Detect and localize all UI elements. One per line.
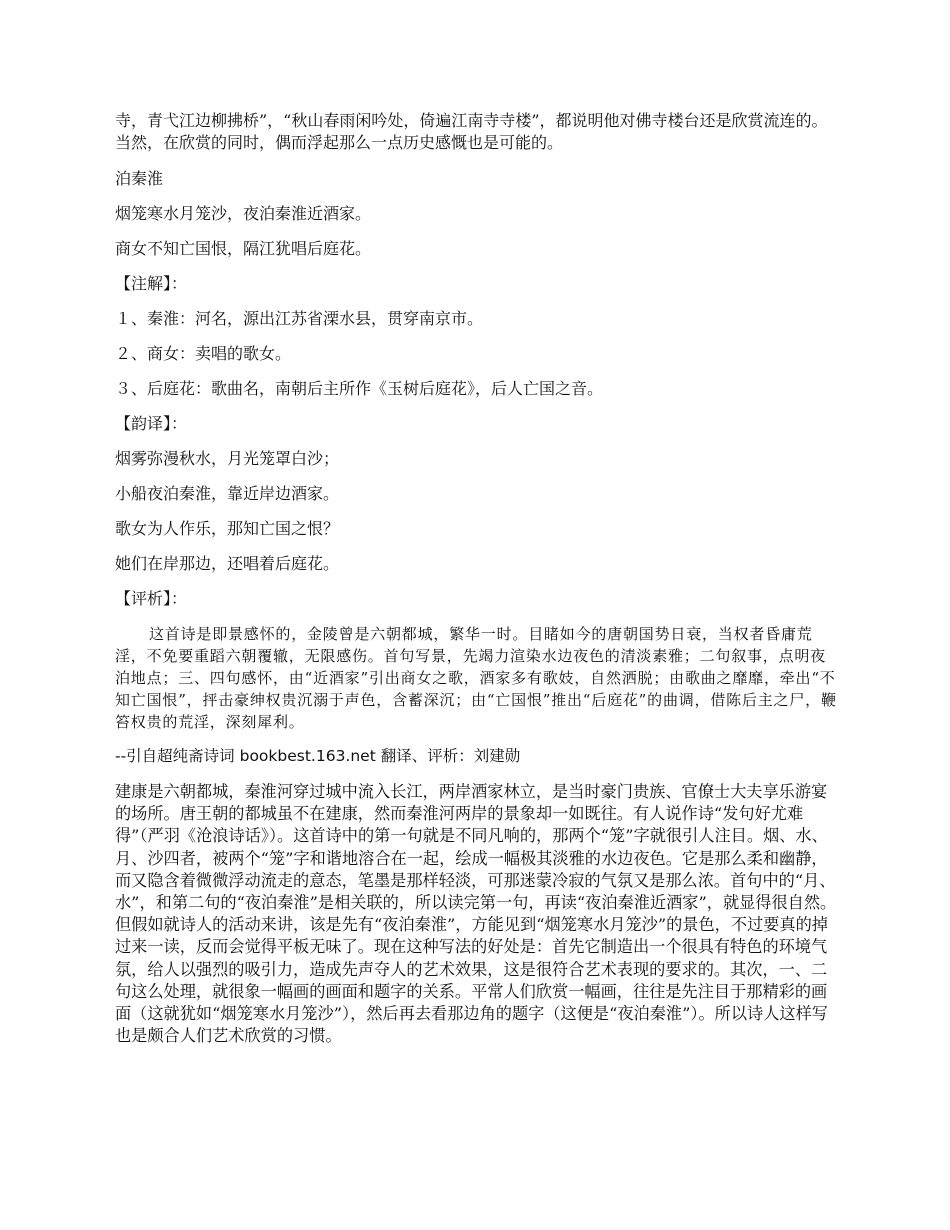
- translation-heading: 【韵译】：: [115, 414, 188, 433]
- source-attribution: --引自超纯斋诗词 bookbest.163.net 翻译、评析：刘建勋: [115, 747, 521, 765]
- translation-line-4: 她们在岸那边，还唱着后庭花。: [115, 554, 340, 573]
- document-page: [115, 110, 840, 1061]
- essay-paragraph: 建康是六朝都城，秦淮河穿过城中流入长江，两岸酒家林立，是当时豪门贵族、官僚士大夫享乐游宴的场所。唐王朝的都城虽不在建康，然而秦淮河两岸的景象却一如既往。有人说作诗“发句好尤难得”（严羽《沧浪诗话》）。这首诗中的第一句就是不同凡响的，那两个“笼”字就很引人注目。烟、水、月、沙四者，被两个“笼”字和谐地溶合在一起，绘成一幅极其淡雅的水边夜色。它是那么柔和幽静，而又隐含着微微浮动流走的意态，笔墨是那样轻淡，可那迷蒙冷寂的气氛又是那么浓。首句中的“月、水”，和第二句的“夜泊秦淮”是相关联的，所以读完第一句，再读“夜泊秦淮近酒家”，就显得很自然。但假如就诗人的活动来讲，该是先有“夜泊秦淮”，方能见到“烟笼寒水月笼沙”的景色，不过要真的掉过来一读，反而会觉得平板无味了。现在这种写法的好处是：首先它制造出一个很具有特色的环境气氛，给人以强烈的吸引力，造成先声夺人的艺术效果，这是很符合艺术表现的要求的。其次，一、二句这么处理，就很象一幅画的画面和题字的关系。平常人们欣赏一幅画，往往是先注目于那精彩的画面（这就犹如“烟笼寒水月笼沙”），然后再去看那边角的题字（这便是“夜泊秦淮”）。所以诗人这样写也是颇合人们艺术欣赏的习惯。: [115, 782, 837, 1046]
- poem-title: 泊秦淮: [115, 169, 164, 188]
- translation-line-2: 小船夜泊秦淮，靠近岸边酒家。: [115, 484, 340, 503]
- note-2: ２、商女：卖唱的歌女。: [115, 344, 292, 363]
- commentary-paragraph: 这首诗是即景感怀的，金陵曾是六朝都城，繁华一时。目睹如今的唐朝国势日衰，当权者昏庸荒淫，不免要重蹈六朝覆辙，无限感伤。首句写景，先竭力渲染水边夜色的清淡素雅；二句叙事，点明夜泊地点；三、四句感怀，由“近酒家”引出商女之歌，酒家多有歌妓，自然洒脱；由歌曲之靡靡，牵出“不知亡国恨”，抨击豪绅权贵沉溺于声色，含蓄深沉；由“亡国恨”推出“后庭花”的曲调，借陈后主之尸，鞭笞权贵的荒淫，深刻犀利。: [115, 625, 837, 731]
- poem-line-2: 商女不知亡国恨，隔江犹唱后庭花。: [115, 239, 372, 258]
- intro-paragraph: 寺，青弋江边柳拂桥”，“秋山春雨闲吟处，倚遍江南寺寺楼”，都说明他对佛寺楼台还是欣赏流连的。当然，在欣赏的同时，偶而浮起那么一点历史感慨也是可能的。: [115, 111, 828, 152]
- note-1: １、秦淮：河名，源出江苏省溧水县，贯穿南京市。: [115, 309, 484, 328]
- poem-line-1: 烟笼寒水月笼沙，夜泊秦淮近酒家。: [115, 204, 372, 223]
- note-3: ３、后庭花：歌曲名，南朝后主所作《玉树后庭花》，后人亡国之音。: [115, 379, 604, 398]
- commentary-heading: 【评析】：: [115, 589, 188, 608]
- translation-line-3: 歌女为人作乐，那知亡国之恨？: [115, 519, 340, 538]
- translation-line-1: 烟雾弥漫秋水，月光笼罩白沙；: [115, 449, 340, 468]
- notes-heading: 【注解】：: [115, 274, 188, 293]
